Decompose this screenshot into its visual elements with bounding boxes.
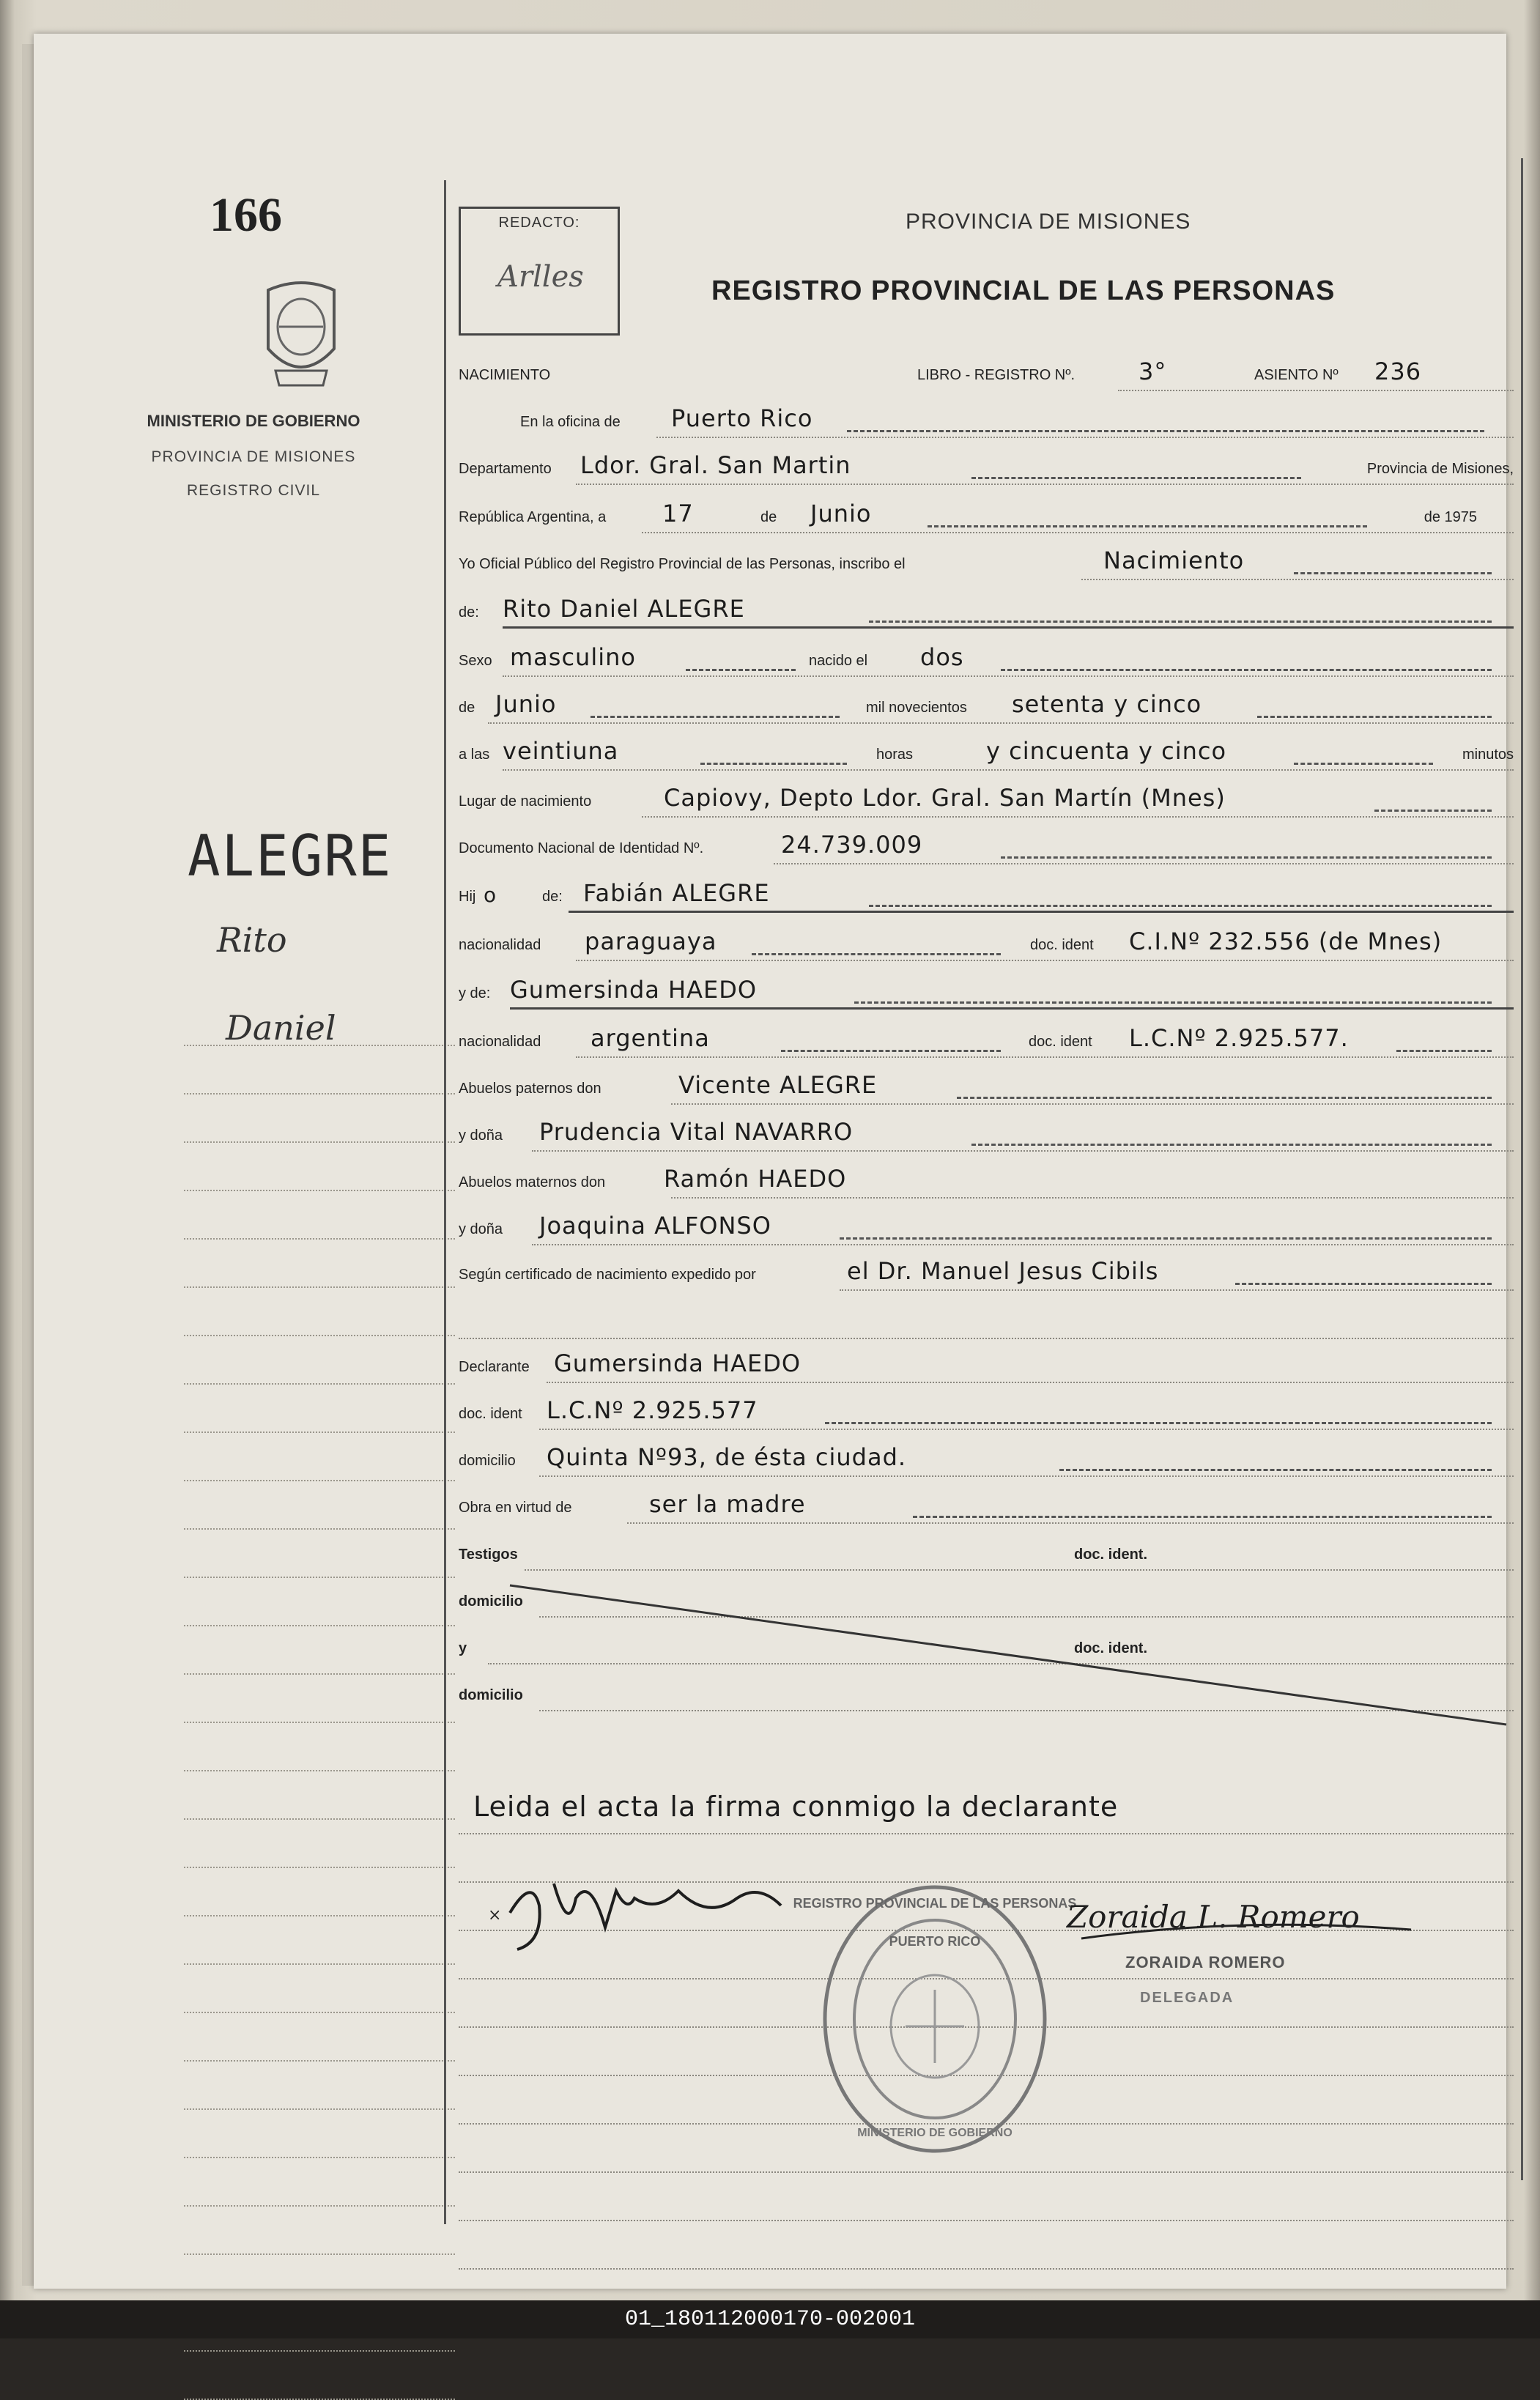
sexo-value: masculino — [510, 643, 636, 671]
inscribo-value: Nacimiento — [1103, 547, 1245, 574]
margin-rule — [184, 1045, 455, 1046]
margin-rule — [184, 1093, 455, 1095]
margin-rule — [184, 1432, 455, 1433]
hijo-suffix: o — [484, 883, 497, 907]
official-name-stamp: ZORAIDA ROMERO — [1125, 1953, 1286, 1971]
provincia-label: Provincia de Misiones, — [1366, 461, 1514, 477]
row-dni — [459, 823, 1514, 867]
row-lugar — [459, 777, 1514, 821]
official-role-stamp: DELEGADA — [1140, 1990, 1234, 2006]
abuelo-materno: Ramón HAEDO — [664, 1165, 847, 1193]
nombre-value: Rito Daniel ALEGRE — [503, 595, 745, 623]
a-las-label: a las — [459, 747, 490, 763]
margin-rule — [184, 1335, 455, 1336]
de-nombre-label: de: — [459, 604, 479, 621]
lugar-value: Capiovy, Depto Ldor. Gral. San Martín (Mnes) — [664, 784, 1226, 812]
margin-rule — [184, 1141, 455, 1143]
testigo2-label: y — [459, 1640, 467, 1656]
domicilio-label: domicilio — [459, 1453, 516, 1469]
y-de-label: y de: — [459, 985, 491, 1001]
margin-surname: ALEGRE — [188, 823, 393, 890]
ministry-province: PROVINCIA DE MISIONES — [151, 448, 356, 465]
padre-nacionalidad: paraguaya — [585, 927, 717, 955]
registry-round-stamp — [793, 1880, 1077, 2158]
hijo-de-label: de: — [542, 889, 563, 905]
dni-value: 24.739.009 — [781, 831, 923, 859]
madre-nacionalidad: argentina — [591, 1024, 710, 1052]
oficial-text: Yo Oficial Público del Registro Provincial de las Personas, inscribo el — [459, 556, 906, 572]
right-border — [1521, 158, 1523, 2180]
svg-text:PUERTO RICO: PUERTO RICO — [889, 1934, 981, 1949]
declarante-signature — [488, 1869, 788, 1957]
obra-value: ser la madre — [649, 1490, 806, 1518]
redacto-signature: Arlles — [497, 260, 584, 294]
anio-palabras: setenta y cinco — [1012, 690, 1202, 718]
dni-label: Documento Nacional de Identidad Nº. — [459, 840, 704, 856]
margin-second-name: Daniel — [226, 1008, 336, 1048]
margin-rule — [184, 1867, 455, 1868]
margin-rule — [184, 1625, 455, 1626]
margin-rule — [184, 1528, 455, 1530]
row-hora — [459, 730, 1514, 774]
margin-rule — [184, 2253, 455, 2255]
testigo1-domicilio-label: domicilio — [459, 1593, 523, 1610]
row-domicilio — [459, 1436, 1514, 1480]
libro-value: 3° — [1139, 358, 1167, 385]
y-dona-paterna-label: y doña — [459, 1127, 503, 1144]
abuela-paterna: Prudencia Vital NAVARRO — [539, 1118, 854, 1146]
nacido-dia: dos — [920, 643, 964, 671]
asiento-value: 236 — [1374, 358, 1422, 385]
mil-label: mil novecientos — [866, 700, 967, 716]
declarante-doc-label: doc. ident — [459, 1406, 522, 1422]
abuelos-maternos-label: Abuelos maternos don — [459, 1174, 606, 1190]
margin-rule — [184, 1190, 455, 1191]
madre-doc: L.C.Nº 2.925.577. — [1129, 1024, 1349, 1052]
page-number: 166 — [210, 188, 282, 242]
margin-rule — [184, 2205, 455, 2207]
row-certificado — [459, 1250, 1514, 1294]
coat-of-arms-icon — [253, 275, 349, 393]
padre-doc-label: doc. ident — [1030, 937, 1094, 953]
margin-rule — [184, 1770, 455, 1771]
row-padre-nac — [459, 920, 1514, 964]
padre-value: Fabián ALEGRE — [583, 879, 770, 907]
departamento-value: Ldor. Gral. San Martin — [580, 451, 851, 479]
margin-first-name: Rito — [217, 920, 287, 960]
oficina-value: Puerto Rico — [671, 404, 813, 432]
row-fecha — [459, 492, 1514, 536]
redacto-box — [459, 207, 620, 336]
strike-line — [510, 1585, 1521, 1732]
margin-rule — [184, 1480, 455, 1481]
testigo2-doc-label: doc. ident. — [1074, 1640, 1147, 1656]
madre-value: Gumersinda HAEDO — [510, 976, 758, 1004]
testigo1-doc-label: doc. ident. — [1074, 1547, 1147, 1563]
margin-rule — [184, 1915, 455, 1916]
testigo2-domicilio-label: domicilio — [459, 1687, 523, 1703]
hora-value: veintiuna — [503, 737, 619, 765]
horas-label: horas — [876, 747, 914, 763]
nacido-label: nacido el — [809, 653, 868, 669]
padre-nacionalidad-label: nacionalidad — [459, 937, 541, 953]
row-madre-nac — [459, 1017, 1514, 1061]
madre-nacionalidad-label: nacionalidad — [459, 1034, 541, 1050]
redacto-label: REDACTO: — [498, 215, 580, 231]
image-caption: 01_180112000170-002001 — [0, 2300, 1540, 2338]
republica-label: República Argentina, a — [459, 509, 607, 525]
margin-rule — [184, 1963, 455, 1965]
domicilio-value: Quinta Nº93, de ésta ciudad. — [547, 1443, 907, 1471]
declarante-doc: L.C.Nº 2.925.577 — [547, 1396, 758, 1424]
margin-rule — [184, 1577, 455, 1578]
testigos-label: Testigos — [459, 1547, 518, 1563]
official-signature — [1067, 1887, 1418, 1946]
row-abuelo-paterno — [459, 1064, 1514, 1108]
margin-rule — [184, 2012, 455, 2013]
row-oficial — [459, 539, 1514, 583]
margin-rule — [184, 1673, 455, 1675]
row-departamento — [459, 444, 1514, 488]
lugar-label: Lugar de nacimiento — [459, 793, 592, 810]
svg-text:MINISTERIO DE GOBIERNO: MINISTERIO DE GOBIERNO — [857, 2127, 1013, 2139]
margin-rule — [184, 1818, 455, 1820]
margin-rule — [184, 2060, 455, 2062]
declarante-label: Declarante — [459, 1359, 530, 1375]
nacido-mes: Junio — [495, 690, 557, 718]
blank-ruled-line — [459, 2220, 1514, 2221]
row-oficina — [459, 397, 1514, 441]
column-divider — [444, 180, 446, 2224]
svg-text:Zoraida L. Romero: Zoraida L. Romero — [1067, 1899, 1360, 1935]
declarante-value: Gumersinda HAEDO — [554, 1349, 802, 1377]
oficina-label: En la oficina de — [520, 414, 621, 430]
blank-line — [459, 1338, 1514, 1339]
sexo-label: Sexo — [459, 653, 492, 669]
svg-text:REGISTRO PROVINCIAL DE LAS PER: REGISTRO PROVINCIAL DE LAS PERSONAS — [793, 1896, 1077, 1911]
margin-rule — [184, 2108, 455, 2110]
mes-value: Junio — [810, 500, 872, 527]
blank-ruled-line — [459, 1833, 1514, 1834]
obra-label: Obra en virtud de — [459, 1500, 572, 1516]
act-type-label: NACIMIENTO — [459, 367, 551, 383]
y-dona-materna-label: y doña — [459, 1221, 503, 1237]
asiento-label: ASIENTO Nº — [1254, 367, 1339, 383]
row-obra — [459, 1483, 1514, 1527]
certificado-value: el Dr. Manuel Jesus Cibils — [847, 1257, 1159, 1285]
departamento-label: Departamento — [459, 461, 552, 477]
row-sexo — [459, 636, 1514, 680]
closing-statement: Leida el acta la firma conmigo la declarante — [473, 1790, 1119, 1823]
dia-value: 17 — [662, 500, 694, 527]
ministry-registry: REGISTRO CIVIL — [186, 482, 321, 499]
minutos-label: minutos — [1462, 747, 1514, 763]
margin-rule — [184, 1238, 455, 1240]
anio-label: de 1975 — [1424, 509, 1477, 525]
madre-doc-label: doc. ident — [1029, 1034, 1092, 1050]
libro-label: LIBRO - REGISTRO Nº. — [917, 367, 1076, 383]
row-nacido-mes — [459, 683, 1514, 727]
header-province: PROVINCIA DE MISIONES — [906, 210, 1191, 234]
blank-ruled-line — [459, 2171, 1514, 2173]
margin-rule — [184, 2157, 455, 2158]
de-mes-label: de — [459, 700, 475, 716]
row-declarante-doc — [459, 1389, 1514, 1433]
row-testigos — [459, 1530, 1514, 1574]
de-label: de — [760, 509, 777, 525]
row-libro — [459, 350, 1514, 394]
blank-ruled-line — [459, 2268, 1514, 2270]
header-registry: REGISTRO PROVINCIAL DE LAS PERSONAS — [711, 275, 1336, 306]
certificado-label: Según certificado de nacimiento expedido por — [459, 1267, 756, 1283]
abuela-materna: Joaquina ALFONSO — [539, 1212, 771, 1240]
birth-record-page — [34, 34, 1514, 2289]
row-padre — [459, 872, 1514, 916]
hijo-label: Hij — [459, 889, 476, 905]
row-declarante — [459, 1342, 1514, 1386]
row-abuelo-materno — [459, 1158, 1514, 1201]
row-abuela-paterna — [459, 1111, 1514, 1155]
padre-doc: C.I.Nº 232.556 (de Mnes) — [1129, 927, 1443, 955]
row-nombre — [459, 588, 1514, 632]
ministry-name: MINISTERIO DE GOBIERNO — [147, 412, 360, 430]
svg-text:×: × — [488, 1906, 502, 1925]
margin-rule — [184, 1383, 455, 1385]
margin-rule — [184, 2350, 455, 2352]
minutos-value: y cincuenta y cinco — [986, 737, 1227, 765]
row-abuela-materna — [459, 1204, 1514, 1248]
row-madre — [459, 968, 1514, 1012]
margin-rule — [184, 1286, 455, 1288]
abuelo-paterno: Vicente ALEGRE — [678, 1071, 878, 1099]
abuelos-paternos-label: Abuelos paternos don — [459, 1081, 601, 1097]
margin-rule — [184, 1722, 455, 1723]
